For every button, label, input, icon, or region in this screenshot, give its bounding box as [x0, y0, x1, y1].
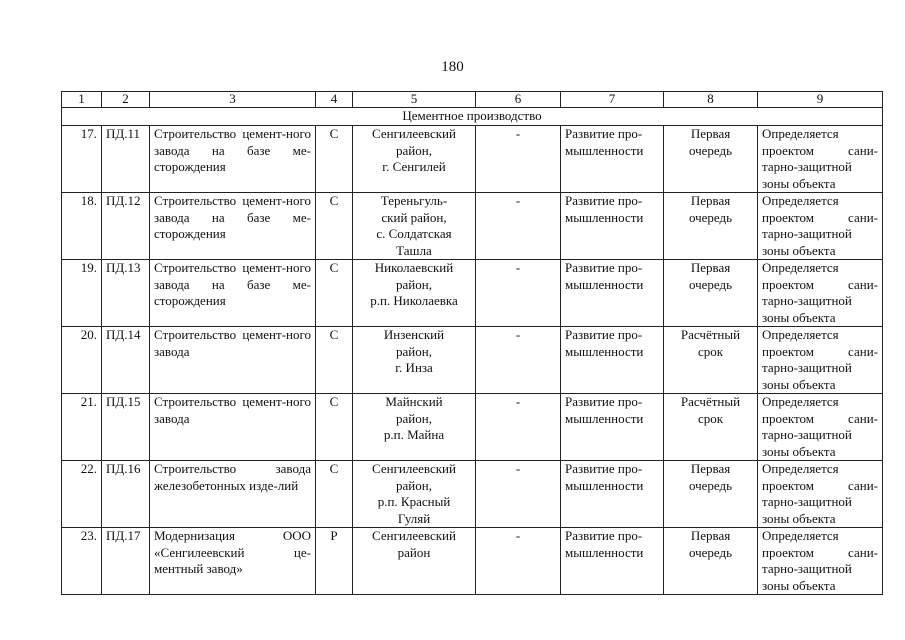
object-location — [353, 193, 476, 260]
location-line: Сенгилеевский — [372, 528, 456, 543]
object-code: ПД.17 — [102, 528, 150, 595]
object-status: С — [316, 461, 353, 528]
location-line: ский район, — [381, 209, 447, 225]
object-status: С — [316, 260, 353, 327]
row-number: 17. — [62, 126, 102, 193]
object-code: ПД.13 — [102, 260, 150, 327]
implementation-stage — [664, 461, 758, 528]
object-name: Строительство цемент-ного завода на базе ме-сторождения — [150, 126, 316, 193]
column-6-value: - — [476, 327, 561, 394]
header-cell: 3 — [150, 92, 316, 108]
stage-line: Первая — [690, 461, 731, 476]
column-6-value: - — [476, 528, 561, 595]
header-cell: 4 — [316, 92, 353, 108]
location-line: район, — [396, 343, 432, 359]
object-note: Определяется проектом сани-тарно-защитной зоны объекта — [758, 126, 883, 193]
object-location — [353, 126, 476, 193]
stage-line: очередь — [688, 142, 733, 158]
object-code: ПД.11 — [102, 126, 150, 193]
implementation-stage — [664, 528, 758, 595]
row-number: 20. — [62, 327, 102, 394]
object-purpose: Развитие про-мышленности — [561, 394, 664, 461]
stage-line: очередь — [688, 544, 733, 560]
location-line: район, — [396, 477, 432, 493]
header-cell: 2 — [102, 92, 150, 108]
object-code: ПД.14 — [102, 327, 150, 394]
stage-line: очередь — [688, 209, 733, 225]
stage-line: Первая — [690, 126, 731, 141]
location-line: район, — [396, 410, 432, 426]
stage-line: срок — [697, 343, 724, 359]
location-line: Гуляй — [397, 510, 431, 526]
implementation-stage — [664, 126, 758, 193]
object-purpose: Развитие про-мышленности — [561, 126, 664, 193]
row-number: 23. — [62, 528, 102, 595]
table-row — [62, 528, 883, 595]
row-number: 21. — [62, 394, 102, 461]
object-note: Определяется проектом сани-тарно-защитной зоны объекта — [758, 193, 883, 260]
location-line: Майнский — [385, 394, 443, 409]
object-location — [353, 461, 476, 528]
header-cell: 6 — [476, 92, 561, 108]
implementation-stage — [664, 193, 758, 260]
header-cell: 5 — [353, 92, 476, 108]
location-line: Николаевский — [374, 260, 454, 275]
stage-line: Расчётный — [680, 394, 741, 409]
object-purpose: Развитие про-мышленности — [561, 260, 664, 327]
header-row — [62, 92, 883, 108]
location-line: с. Солдатская — [376, 226, 452, 241]
object-location — [353, 260, 476, 327]
location-line: Сенгилеевский — [372, 461, 456, 476]
row-number: 18. — [62, 193, 102, 260]
object-name: Строительство завода железобетонных изде-лий — [150, 461, 316, 528]
implementation-stage — [664, 327, 758, 394]
object-purpose: Развитие про-мышленности — [561, 461, 664, 528]
implementation-stage — [664, 394, 758, 461]
header-cell: 8 — [664, 92, 758, 108]
column-6-value: - — [476, 461, 561, 528]
location-line: г. Сенгилей — [382, 159, 446, 174]
object-status: Р — [316, 528, 353, 595]
stage-line: срок — [697, 410, 724, 426]
object-location — [353, 528, 476, 595]
column-6-value: - — [476, 260, 561, 327]
location-line: Ташла — [396, 242, 432, 258]
location-line: район — [397, 544, 431, 560]
object-code: ПД.12 — [102, 193, 150, 260]
table-row — [62, 126, 883, 193]
object-note: Определяется проектом сани-тарно-защитной зоны объекта — [758, 260, 883, 327]
column-6-value: - — [476, 126, 561, 193]
row-number: 22. — [62, 461, 102, 528]
location-line: р.п. Николаевка — [370, 293, 458, 308]
stage-line: Первая — [690, 260, 731, 275]
stage-line: Расчётный — [680, 327, 741, 342]
object-location — [353, 327, 476, 394]
table-row — [62, 461, 883, 528]
location-line: район, — [396, 276, 432, 292]
section-row — [62, 108, 883, 126]
object-status: С — [316, 193, 353, 260]
header-cell: 9 — [758, 92, 883, 108]
location-line: р.п. Красный — [377, 494, 451, 509]
object-name: Строительство цемент-ного завода — [150, 394, 316, 461]
table-row — [62, 260, 883, 327]
object-note: Определяется проектом сани-тарно-защитной зоны объекта — [758, 394, 883, 461]
objects-table — [61, 91, 883, 595]
table-row — [62, 327, 883, 394]
object-status: С — [316, 394, 353, 461]
stage-line: Первая — [690, 193, 731, 208]
column-6-value: - — [476, 193, 561, 260]
location-line: Инзенский — [383, 327, 445, 342]
object-status: С — [316, 327, 353, 394]
header-cell: 7 — [561, 92, 664, 108]
object-location — [353, 394, 476, 461]
object-status: С — [316, 126, 353, 193]
object-note: Определяется проектом сани-тарно-защитной зоны объекта — [758, 327, 883, 394]
object-code: ПД.16 — [102, 461, 150, 528]
object-note: Определяется проектом сани-тарно-защитной зоны объекта — [758, 528, 883, 595]
object-name: Строительство цемент-ного завода — [150, 327, 316, 394]
object-purpose: Развитие про-мышленности — [561, 528, 664, 595]
location-line: г. Инза — [395, 360, 433, 375]
table-row — [62, 193, 883, 260]
object-name: Строительство цемент-ного завода на базе ме-сторождения — [150, 260, 316, 327]
location-line: р.п. Майна — [383, 427, 445, 442]
location-line: район, — [396, 142, 432, 158]
stage-line: очередь — [688, 276, 733, 292]
header-cell: 1 — [62, 92, 102, 108]
object-note: Определяется проектом сани-тарно-защитной зоны объекта — [758, 461, 883, 528]
section-title: Цементное производство — [62, 108, 883, 126]
object-purpose: Развитие про-мышленности — [561, 193, 664, 260]
location-line: Тереньгуль- — [380, 193, 448, 208]
page-number: 180 — [441, 59, 464, 75]
stage-line: Первая — [690, 528, 731, 543]
table-row — [62, 394, 883, 461]
implementation-stage — [664, 260, 758, 327]
object-code: ПД.15 — [102, 394, 150, 461]
stage-line: очередь — [688, 477, 733, 493]
row-number: 19. — [62, 260, 102, 327]
location-line: Сенгилеевский — [372, 126, 456, 141]
object-purpose: Развитие про-мышленности — [561, 327, 664, 394]
object-name: Строительство цемент-ного завода на базе ме-сторождения — [150, 193, 316, 260]
column-6-value: - — [476, 394, 561, 461]
object-name: Модернизация ООО «Сенгилеевский це-ментный завод» — [150, 528, 316, 595]
